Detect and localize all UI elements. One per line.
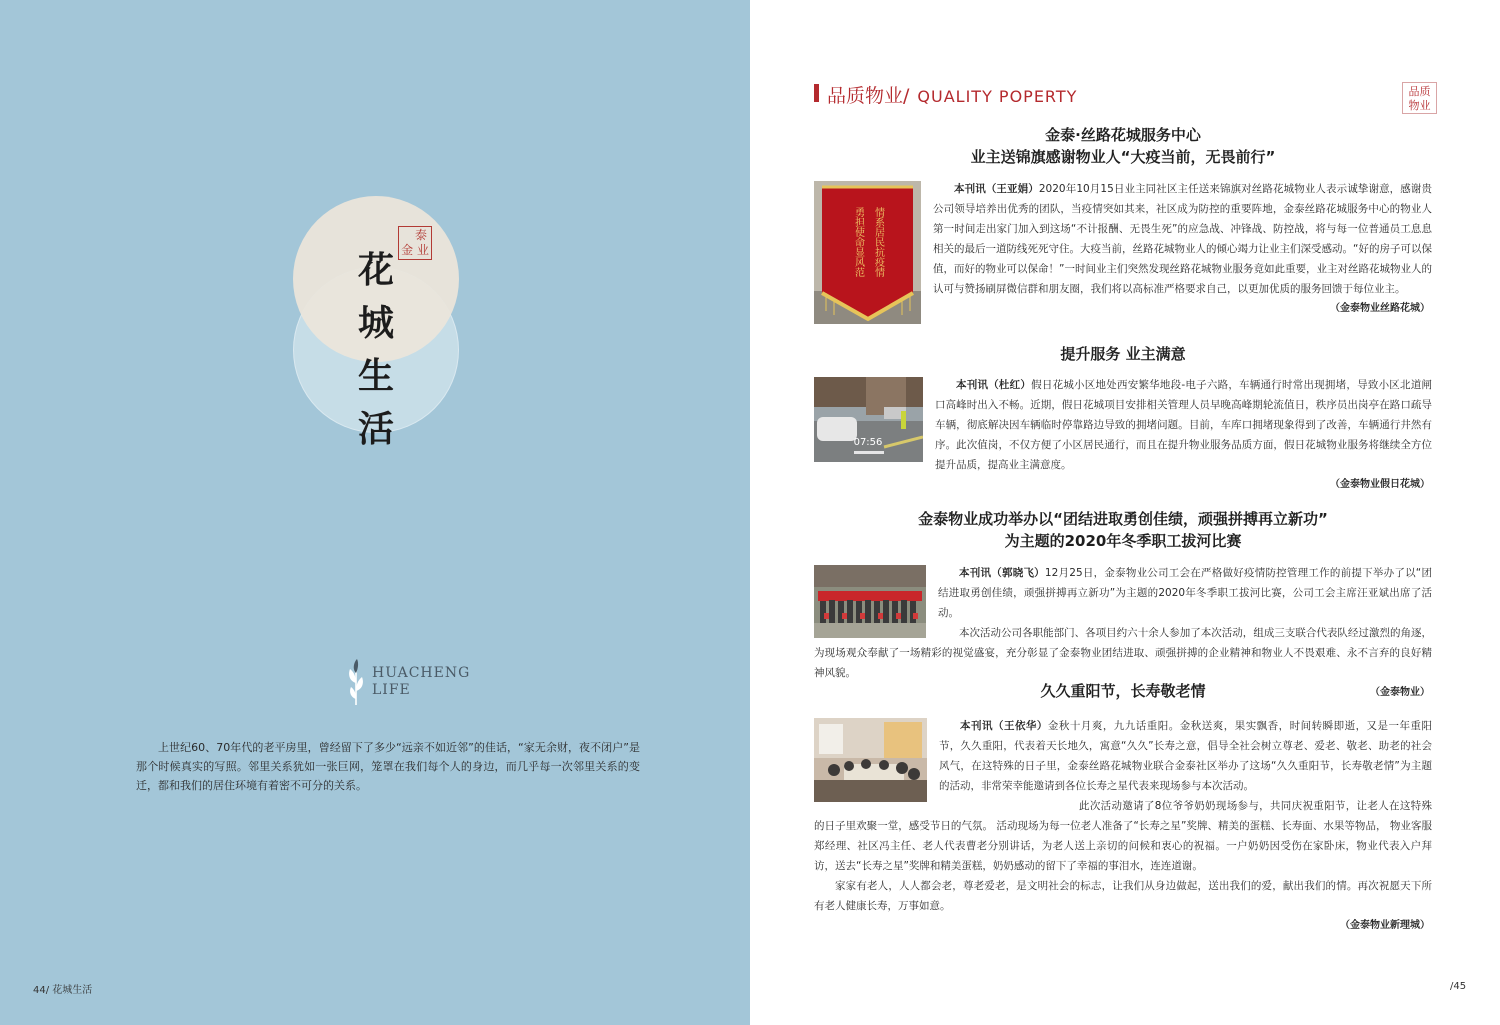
article-title: 金泰物业成功举办以“团结进取勇创佳绩，顽强拼搏再立新功” 为主题的2020年冬季职工拔河比赛 [918, 510, 1328, 550]
title-char: 活 [357, 408, 394, 450]
article-signature: （金泰物业假日花城） [1330, 479, 1430, 490]
corner-tag: 品质 物业 [1402, 82, 1437, 114]
article-body: 本刊讯（郭晓飞）12月25日，金泰物业公司工会在严格做好疫情防控管理工作的前提下举办了以“团结进取勇创佳绩，顽强拼搏再立新功”为主题的2020年冬季职工拔河比赛，公司工会主席汪亚斌出席了活动。 本次活动公司各职能部门、各项目约六十余人参加了本次活动，组成三支联合代表队经过激烈的角逐，为现场观众奉献了一场精彩的视觉盛宴，充分彰显了金泰物业团结进取、顽强拼搏的企业精神和物业人不畏艰难、永不言弃的良好精神风貌。 （金泰物业） [814, 563, 1432, 703]
page-number-left: 44/ 花城生活 [33, 985, 93, 996]
leaf-logo-icon [346, 657, 366, 707]
red-seal-stamp: 泰 金 业 [398, 226, 432, 260]
banner-photo [814, 181, 921, 324]
title-char: 城 [357, 302, 394, 344]
section-title-vertical [352, 244, 400, 456]
article-banner [814, 124, 1432, 324]
article-signature: （金泰物业） [1370, 687, 1430, 698]
title-char: 生 [357, 355, 394, 397]
article-body: 本刊讯（王依华）金秋十月爽，九九话重阳。金秋送爽，果实飘香，时间转瞬即逝，又是一年重阳节，久久重阳，代表着天长地久，寓意“久久”长寿之意，倡导全社会树立尊老、爱老、敬老、助老的社会风气，在这特殊的日子里，金泰丝路花城物业联合金泰社区举办了这场“久久重阳节，长寿敬老情”为主题的活动，非常荣幸能邀请到各位长寿之星代表来现场参与本次活动。 此次活动邀请了8位爷爷奶奶现场参与，共同庆祝重阳节，让老人在这特殊的日子里欢聚一堂，感受节日的气氛。 活动现场为每一位老人准备了“长寿之星”奖牌、精美的蛋糕、长寿面、水果等物品， 物业客服郑经理、社区冯主任、老人代表曹老分别讲话，为老人送上亲切的问候和衷心的祝福。一户奶奶因受伤在家卧床，物业代表入户拜访，送去“长寿之星”奖牌和精美蛋糕，奶奶感动的留下了幸福的事泪水，连连道谢。 家家有老人，人人都会老，尊老爱老，是文明社会的标志，让我们从身边做起，送出我们的爱，献出我们的情。再次祝愿天下所有老人健康长寿，万事如意。 （金泰物业新理城） [814, 716, 1432, 936]
traffic-photo [814, 377, 923, 462]
photo-timestamp: 07:56 [853, 437, 883, 448]
article-title: 久久重阳节，长寿敬老情 [1040, 682, 1206, 700]
article-signature: （金泰物业新理城） [1340, 920, 1430, 931]
article-service [814, 343, 1432, 495]
header-accent-bar [814, 84, 819, 102]
article-title: 金泰·丝路花城服务中心 业主送锦旗感谢物业人“大疫当前，无畏前行” [970, 126, 1276, 166]
banner-text-left: 勇担使命显风范 [852, 207, 864, 277]
page-number-right: /45 [1450, 981, 1467, 992]
article-body: 情系居民抗疫情 勇担使命显风范 本刊讯（王亚娟）2020年10月15日业主同社区主任送来锦旗对丝路花城物业人表示诚挚谢意，感谢贵公司领导培养出优秀的团队，当疫情突如其来，社区成为防控的重要阵地，金泰丝路花城服务中心的物业人第一时间走出家门加入到这场“不计报酬、无畏生死”的应急战、冲锋战、防控战，将与每一位普通员工息息相关的最后一道防线死死守住。大疫当前，丝路花城物业人的倾心竭力让业主们深受感动。“好的房子可以保值，而好的物业可以保命！”一时间业主们突然发现丝路花城物业服务竟如此重要，业主对丝路花城物业人的认可与赞扬刷屏微信群和朋友圈，我们将以高标准严格要求自己，以更加优质的服务回馈于每位业主。 （金泰物业丝路花城） [814, 179, 1432, 319]
header-title: 品质物业/ QUALITY POPERTY [827, 85, 1078, 107]
article-title: 提升服务 业主满意 [1060, 345, 1186, 363]
group-photo [814, 565, 926, 638]
article-signature: （金泰物业丝路花城） [1330, 303, 1430, 314]
title-char: 花 [357, 249, 394, 291]
article-body: 07:56 本刊讯（杜红）假日花城小区地处西安繁华地段-电子六路，车辆通行时常出现拥堵，导致小区北道闸口高峰时出入不畅。近期，假日花城项目安排相关管理人员早晚高峰期轮流值日，秩序员出岗亭在路口疏导车辆，彻底解决因车辆临时停靠路边导致的拥堵问题。目前，车库口拥堵现象得到了改善，车辆通行井然有序。此次值岗，不仅方便了小区居民通行，而且在提升物业服务品质方面，假日花城物业服务将继续全方位提升品质，提高业主满意度。 （金泰物业假日花城） [814, 375, 1432, 495]
elderly-event-photo [814, 718, 927, 802]
banner-text-right: 情系居民抗疫情 [872, 207, 884, 277]
article-tug-of-war [814, 508, 1432, 703]
article-double-ninth [814, 680, 1432, 936]
brand-text: HUACHENG LIFE [372, 665, 471, 698]
right-page [750, 0, 1500, 1025]
intro-paragraph: 上世纪60、70年代的老平房里，曾经留下了多少“远亲不如近邻”的佳话，“家无余财，夜不闭户”是那个时候真实的写照。邻里关系犹如一张巨网，笼罩在我们每个人的身边，而几乎每一次邻里关系的变迁，都和我们的居住环境有着密不可分的关系。 [136, 741, 640, 792]
